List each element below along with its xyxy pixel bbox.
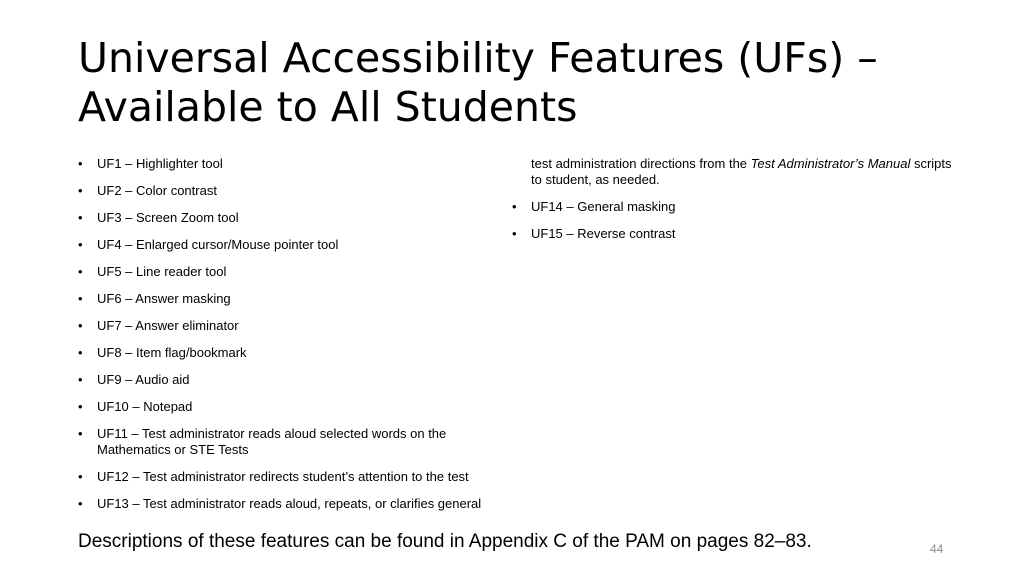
footer-note: Descriptions of these features can be found in Appendix C of the PAM on pages 82–83.: [78, 531, 812, 552]
left-bullet-list: [78, 156, 508, 523]
bullet-icon: •: [512, 199, 517, 214]
bullet-icon: •: [78, 183, 83, 198]
list-item-text: UF6 – Answer masking: [97, 291, 231, 306]
list-item-text: UF12 – Test administrator redirects student’s attention to the test: [97, 469, 469, 484]
list-item: [78, 345, 508, 361]
list-item-text: UF1 – Highlighter tool: [97, 156, 223, 171]
list-item-text: UF15 – Reverse contrast: [531, 226, 676, 241]
bullet-icon: •: [78, 399, 83, 414]
list-item: [78, 372, 508, 388]
list-item: [78, 426, 508, 458]
bullet-icon: •: [78, 210, 83, 225]
list-item: [78, 264, 508, 280]
list-item-text: UF13 – Test administrator reads aloud, repeats, or clarifies general: [97, 496, 482, 511]
right-bullet-list: [512, 156, 952, 253]
list-item-text: UF11 – Test administrator reads aloud selected words on the Mathematics or STE Tests: [97, 426, 447, 457]
slide-title-line-1: Universal Accessibility Features (UFs) –: [78, 34, 878, 82]
slide-title-line-2: Available to All Students: [78, 83, 578, 131]
continuation-text-start: test administration directions from the: [531, 156, 751, 171]
bullet-icon: •: [78, 264, 83, 279]
list-item: [512, 199, 952, 215]
bullet-icon: •: [78, 237, 83, 252]
bullet-icon: •: [78, 318, 83, 333]
list-item-text: UF9 – Audio aid: [97, 372, 190, 387]
manual-title: Test Administrator’s Manual: [750, 156, 911, 171]
list-item-text: UF14 – General masking: [531, 199, 676, 214]
bullet-icon: •: [78, 372, 83, 387]
list-item: [78, 156, 508, 172]
bullet-icon: •: [78, 496, 83, 511]
bullet-icon: •: [78, 469, 83, 484]
slide-title: [78, 34, 978, 132]
list-item: [78, 496, 508, 512]
list-item: [78, 318, 508, 334]
list-item: [78, 291, 508, 307]
list-item-text: UF5 – Line reader tool: [97, 264, 227, 279]
bullet-icon: •: [78, 426, 83, 441]
list-item-text: UF3 – Screen Zoom tool: [97, 210, 239, 225]
list-item: [78, 210, 508, 226]
page-number: 44: [930, 542, 944, 556]
list-item-text: UF4 – Enlarged cursor/Mouse pointer tool: [97, 237, 339, 252]
bullet-icon: •: [78, 156, 83, 171]
list-item-text: UF2 – Color contrast: [97, 183, 217, 198]
list-item: [78, 469, 508, 485]
bullet-icon: •: [78, 345, 83, 360]
list-item: [512, 226, 952, 242]
list-item: [78, 183, 508, 199]
list-item: [78, 237, 508, 253]
list-item-text: UF7 – Answer eliminator: [97, 318, 239, 333]
continuation-text-end: scripts to student, as needed.: [531, 156, 952, 187]
list-item-text: UF8 – Item flag/bookmark: [97, 345, 247, 360]
list-item: [78, 399, 508, 415]
bullet-icon: •: [512, 226, 517, 241]
bullet-icon: •: [78, 291, 83, 306]
list-item-continuation: [512, 156, 952, 188]
list-item-text: UF10 – Notepad: [97, 399, 193, 414]
